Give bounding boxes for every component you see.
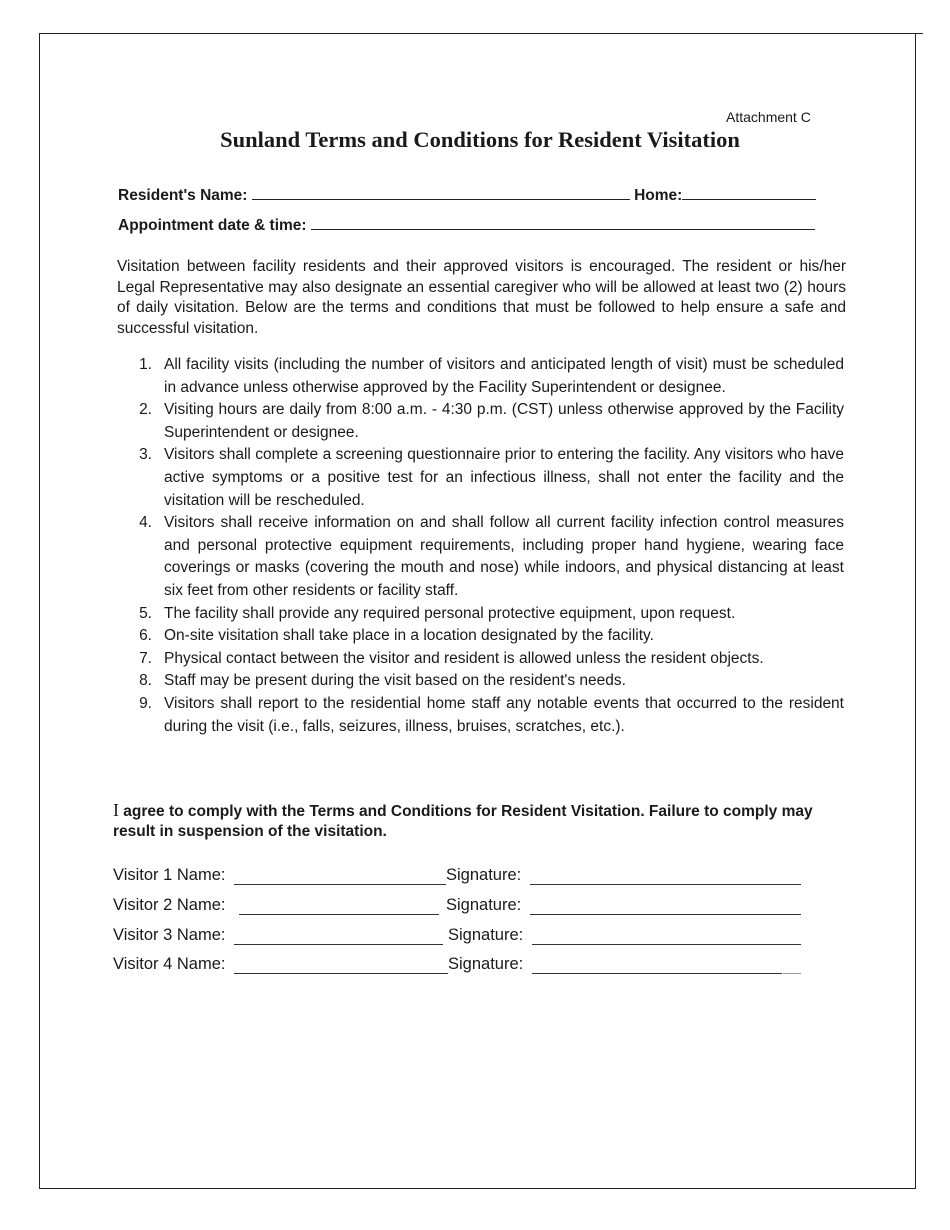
- term-item: 8. Staff may be present during the visit based on the resident's needs.: [139, 672, 626, 690]
- visitor-name-field[interactable]: [234, 973, 448, 974]
- appointment-row: [118, 216, 815, 235]
- agreement-statement: I agree to comply with the Terms and Conditions for Resident Visitation. Failure to comply may result in suspension of the visitation.: [113, 800, 813, 840]
- term-item: 9. Visitors shall report to the residential home staff any notable events that occurred to the resident during the visit (i.e., falls, seizures, illness, bruises, scratches, etc.).: [139, 694, 844, 735]
- signature-field[interactable]: [532, 944, 801, 945]
- signature-label: Signature:: [448, 955, 524, 973]
- page-border-bottom: [39, 1188, 916, 1189]
- term-item: 2. Visiting hours are daily from 8:00 a.m. - 4:30 p.m. (CST) unless otherwise approved by the Facility Superintendent or designee.: [139, 401, 844, 441]
- appointment-label: Appointment date & time:: [118, 217, 307, 234]
- signature-field[interactable]: [530, 884, 801, 885]
- visitor-name-label: Visitor 1 Name:: [113, 866, 226, 884]
- home-label: Home:: [634, 187, 683, 204]
- term-item: 1. All facility visits (including the number of visitors and anticipated length of visit) must be scheduled in advance unless otherwise approved by the Facility Superintendent or designee.: [139, 356, 844, 396]
- visitor-name-label: Visitor 4 Name:: [113, 955, 226, 973]
- visitor-name-field[interactable]: [234, 944, 443, 945]
- signature-label: Signature:: [446, 866, 522, 884]
- page-title: Sunland Terms and Conditions for Resident Visitation: [220, 127, 740, 152]
- resident-name-field[interactable]: [252, 186, 630, 200]
- term-item: 7. Physical contact between the visitor and resident is allowed unless the resident objects.: [139, 649, 764, 667]
- attachment-label: Attachment C: [726, 109, 811, 125]
- resident-name-label: Resident's Name:: [118, 187, 248, 204]
- terms-list: [130, 354, 844, 738]
- term-item: 4. Visitors shall receive information on and shall follow all current facility infection control measures and personal protective equipment requirements, including proper hand hygiene, wearing face coverings or masks (covering the mouth and nose) while indoors, and physical distancing at least six feet from other residents or facility staff.: [139, 514, 844, 599]
- page-border-left: [39, 33, 40, 1189]
- visitor-name-label: Visitor 3 Name:: [113, 926, 226, 944]
- signature-field-end: [783, 973, 801, 974]
- visitor-name-label: Visitor 2 Name:: [113, 896, 226, 914]
- term-item: 6. On-site visitation shall take place in a location designated by the facility.: [139, 627, 654, 645]
- signature-field[interactable]: [530, 914, 801, 915]
- signature-field[interactable]: [532, 973, 782, 974]
- visitor-name-field[interactable]: [234, 884, 446, 885]
- page-border-right: [915, 33, 916, 1189]
- appointment-field[interactable]: [311, 216, 815, 230]
- intro-paragraph: Visitation between facility residents and their approved visitors is encouraged. The resident or his/her Legal Representative may also designate an essential caregiver who will be allowed at least two (2) hours of daily visitation. Below are the terms and conditions that must be followed to help ensure a safe and successful visitation.: [117, 258, 846, 337]
- page-border-top: [39, 33, 923, 34]
- home-field[interactable]: [682, 186, 816, 200]
- signature-label: Signature:: [448, 926, 524, 944]
- signature-label: Signature:: [446, 896, 522, 914]
- resident-name-row: [118, 186, 816, 205]
- term-item: 5. The facility shall provide any required personal protective equipment, upon request.: [139, 604, 736, 622]
- term-item: 3. Visitors shall complete a screening questionnaire prior to entering the facility. Any visitors who have active symptoms or a positive test for an infectious illness, shall not enter the facility and the visitation will be rescheduled.: [139, 446, 844, 509]
- visitor-name-field[interactable]: [239, 914, 439, 915]
